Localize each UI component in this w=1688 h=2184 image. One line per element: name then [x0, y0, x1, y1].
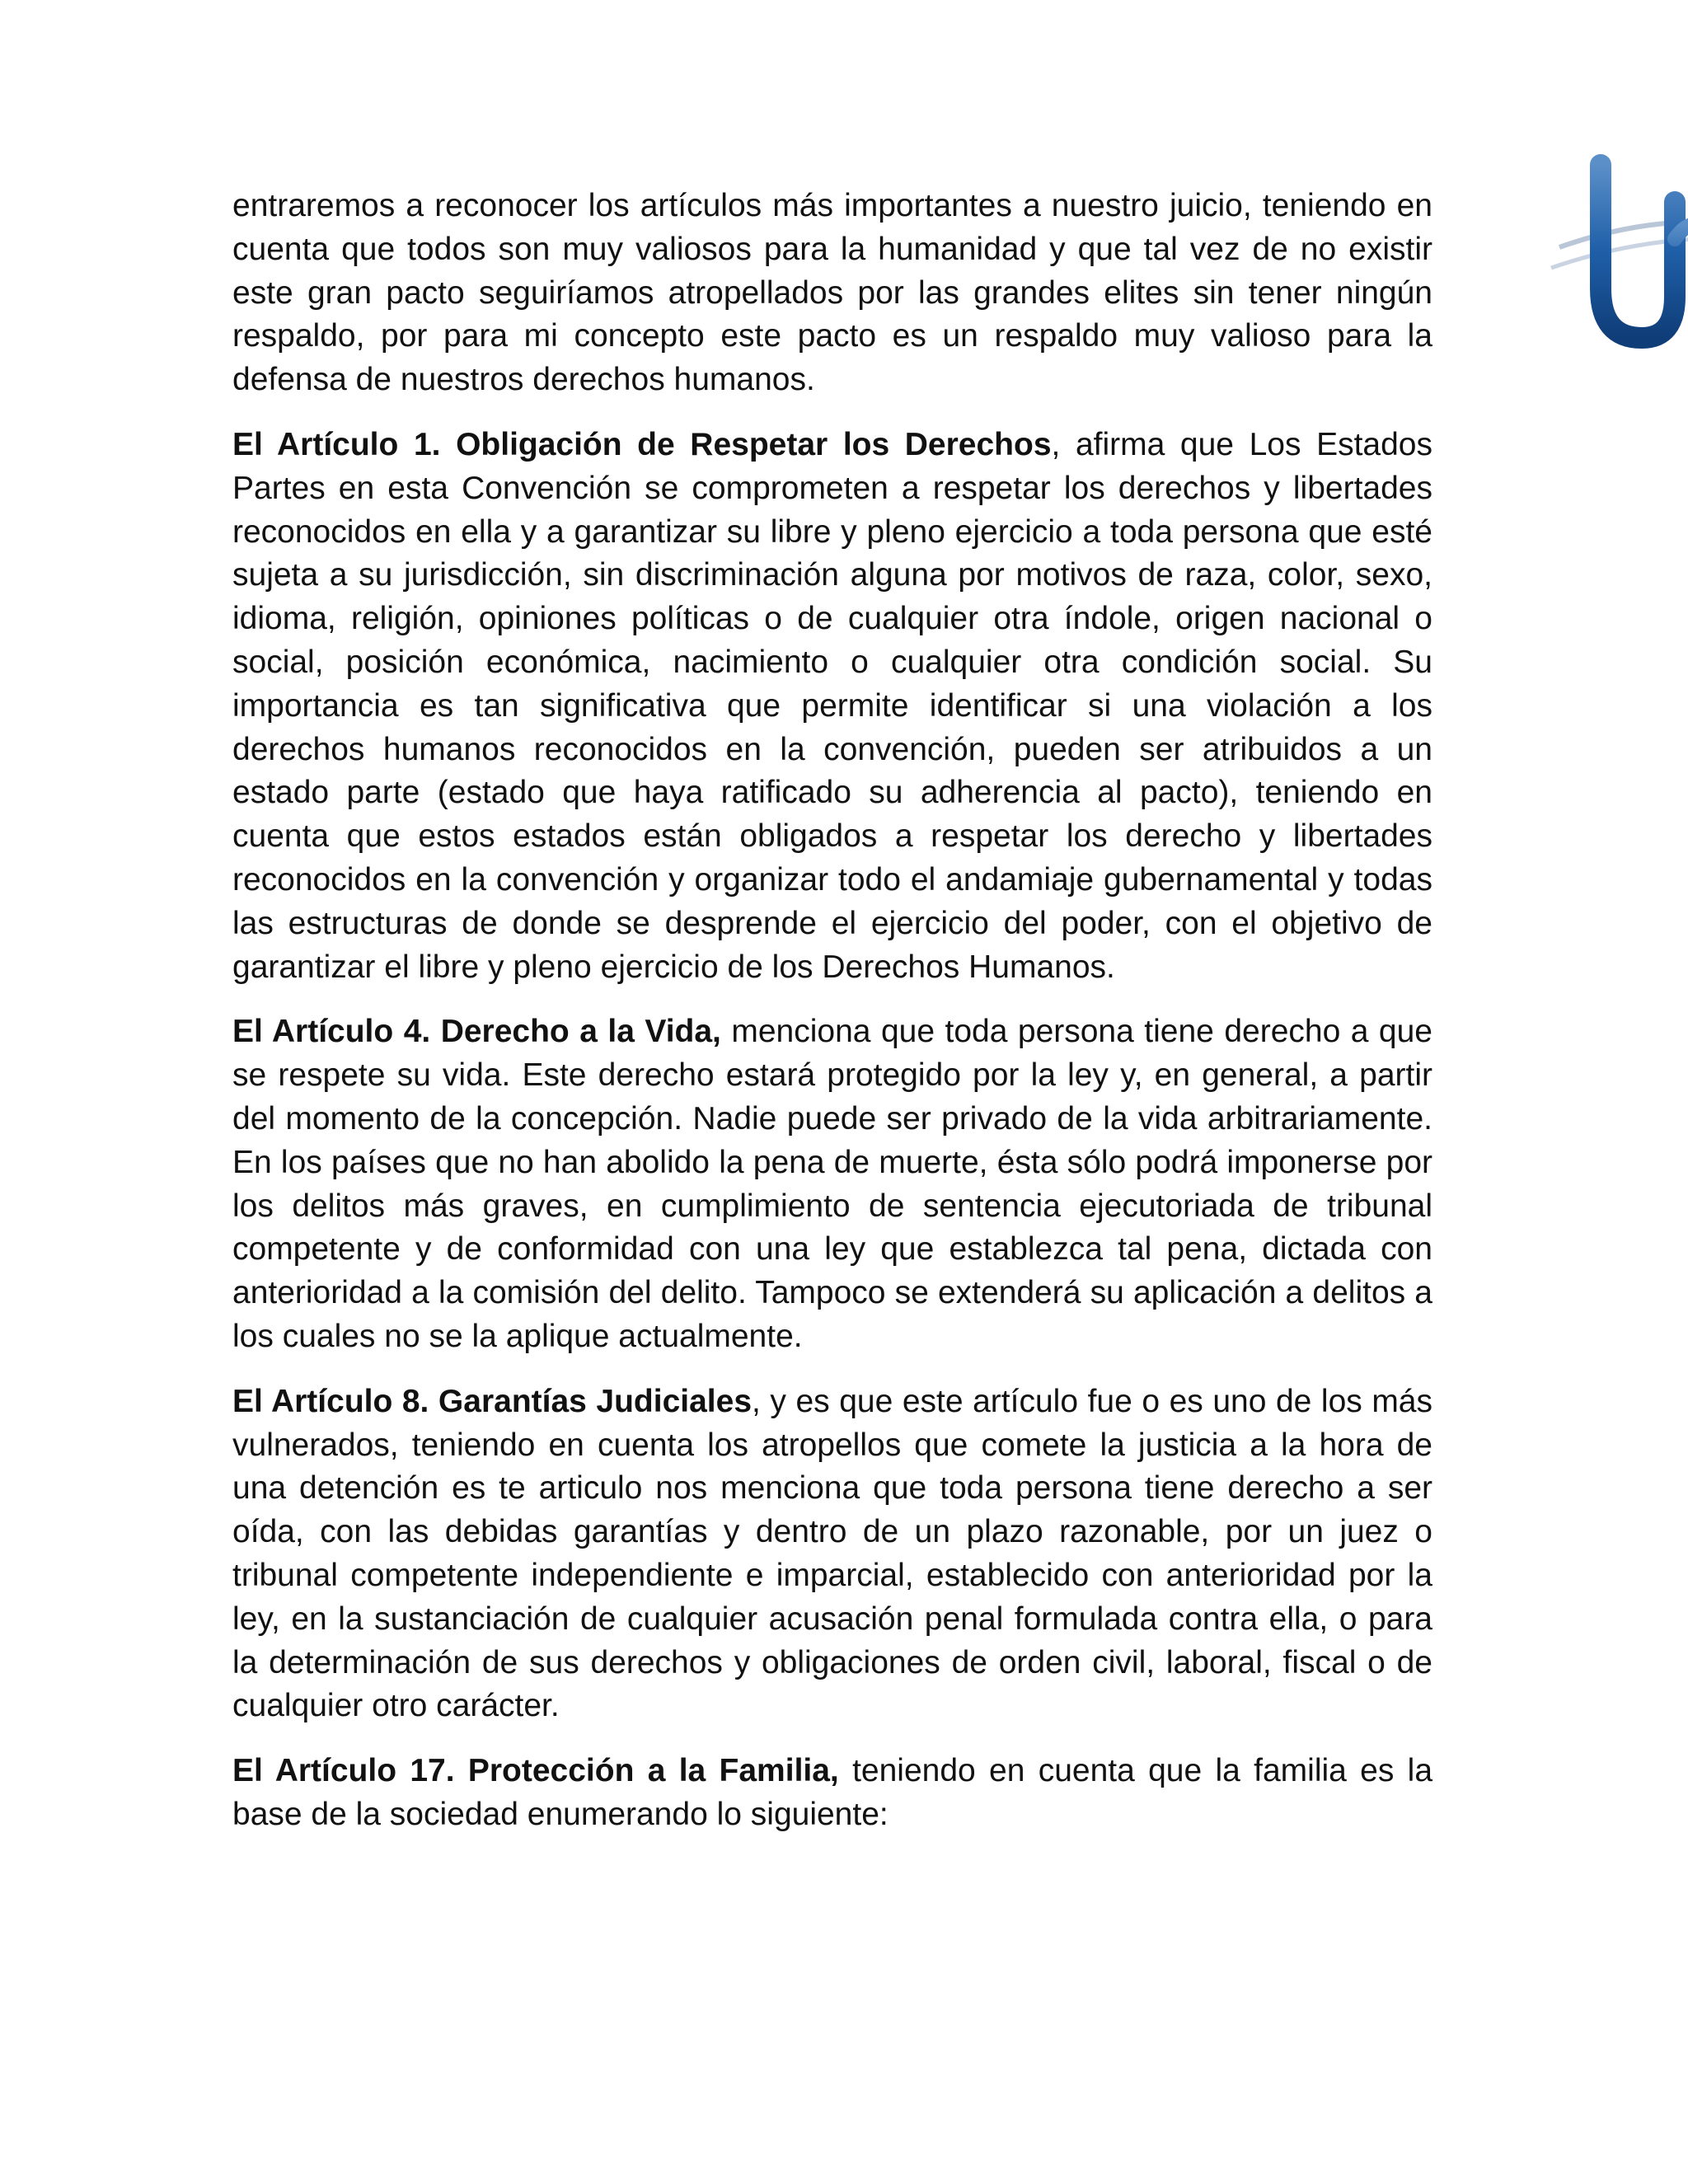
article-4-text: menciona que toda persona tiene derecho a que se respete su vida. Este derecho estará protegido por la ley y, en general, a partir del momento de la concepción. Nadie puede ser privado de la vida arbitrariamente. En los países que no han abolido la pena de muerte, ésta sólo podrá imponerse por los delitos más graves, en cumplimiento de sentencia ejecutoriada de tribunal competente y de conformidad con una ley que establezca tal pena, dictada con anterioridad a la comisión del delito. Tampoco se extenderá su aplicación a delitos a los cuales no se la aplique actualmente.: [232, 1014, 1432, 1354]
article-4-heading: El Artículo 4. Derecho a la Vida,: [232, 1014, 721, 1050]
paragraph-text: entraremos a reconocer los artículos más importantes a nuestro juicio, teniendo en cuenta que todos son muy valiosos para la humanidad y que tal vez de no existir este gran pacto seguiríamos atropellados por las grandes elites sin tener ningún respaldo, por para mi concepto este pacto es un respaldo muy valioso para la defensa de nuestros derechos humanos.: [232, 188, 1432, 398]
article-8-text: , y es que este artículo fue o es uno de los más vulnerados, teniendo en cuenta los atropellos que comete la justicia a la hora de una detención es te articulo nos menciona que toda persona tiene derecho a ser oída, con las debidas garantías y dentro de un plazo razonable, por un juez o tribunal competente independiente e imparcial, establecido con anterioridad por la ley, en la sustanciación de cualquier acusación penal formulada contra ella, o para la determinación de sus derechos y obligaciones de orden civil, laboral, fiscal o de cualquier otro carácter.: [232, 1383, 1432, 1724]
document-page: [232, 0, 1687, 2184]
article-17-text: teniendo en cuenta que la familia es la base de la sociedad enumerando lo siguiente:: [232, 1753, 1433, 1832]
document-body: [232, 185, 1432, 1858]
paragraph-intro: [232, 185, 1432, 402]
article-1-text: , afirma que Los Estados Partes en esta Convención se comprometen a respetar los derechos y libertades reconocidos en ella y a garantizar su libre y pleno ejercicio a toda persona que esté sujeta a su jurisdicción, sin discriminación alguna por motivos de raza, color, sexo, idioma, religión, opiniones políticas o de cualquier otra índole, origen nacional o social, posición económica, nacimiento o cualquier otra condición social. Su importancia es tan significativa que permite identificar si una violación a los derechos humanos reconocidos en la convención, pueden ser atribuidos a un estado parte (estado que haya ratificado su adherencia al pacto), teniendo en cuenta que estos estados están obligados a respetar los derecho y libertades reconocidos en la convención y organizar todo el andamiaje gubernamental y todas las estructuras de donde se desprende el ejercicio del poder, con el objetivo de garantizar el libre y pleno ejercicio de los Derechos Humanos.: [232, 426, 1432, 985]
paragraph-article-8: [232, 1380, 1432, 1728]
paragraph-article-1: [232, 424, 1432, 989]
article-1-heading: El Artículo 1. Obligación de Respetar los Derechos: [232, 426, 1052, 462]
paragraph-article-4: [232, 1010, 1432, 1358]
svg-text:Umg: Umg: [1683, 399, 1687, 401]
article-17-heading: El Artículo 17. Protección a la Familia,: [232, 1753, 839, 1789]
article-8-heading: El Artículo 8. Garantías Judiciales: [232, 1383, 753, 1419]
university-logo: [1543, 124, 1688, 404]
paragraph-article-17: [232, 1750, 1432, 1837]
